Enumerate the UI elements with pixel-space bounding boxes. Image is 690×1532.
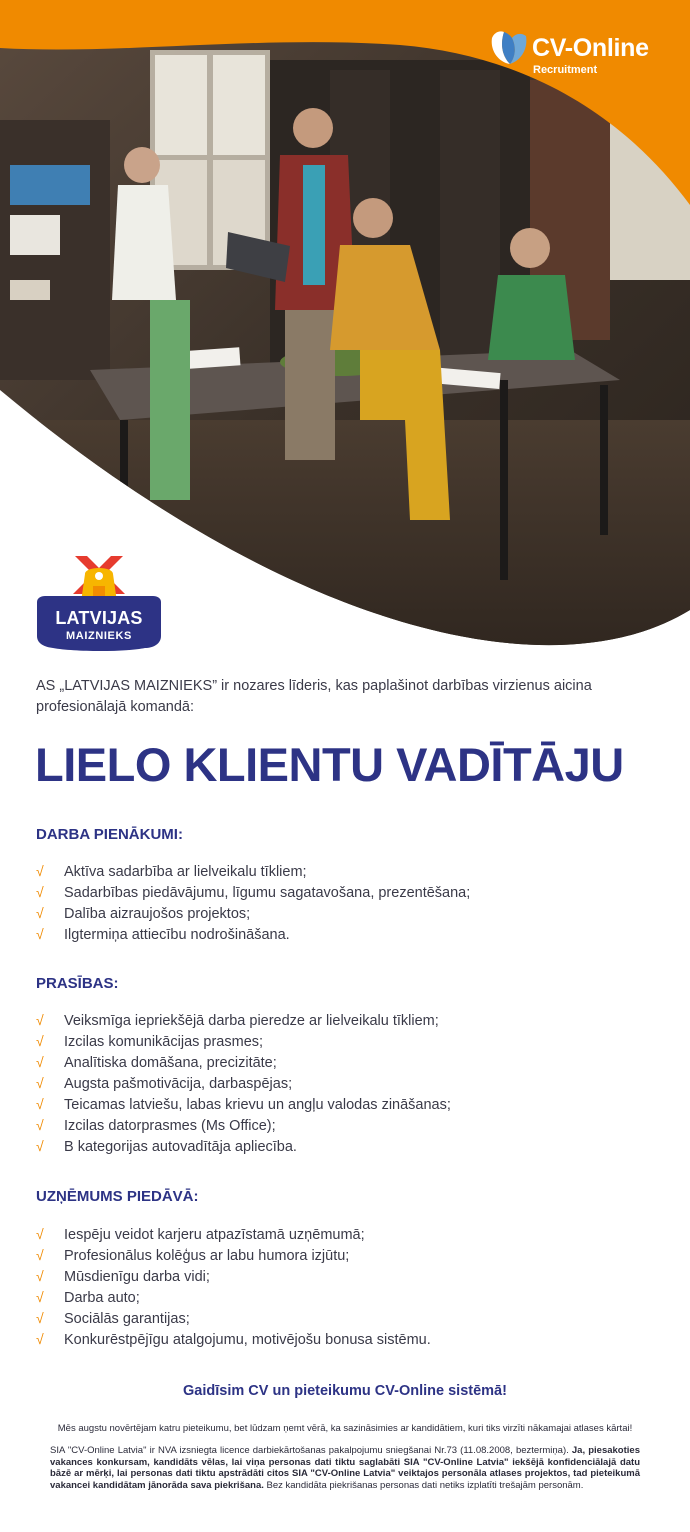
check-icon: √ xyxy=(36,1226,44,1242)
check-icon: √ xyxy=(36,905,44,921)
latvijas-maiznieks-logo xyxy=(35,552,165,654)
duties-list xyxy=(36,862,636,946)
check-icon: √ xyxy=(36,1117,44,1133)
check-icon: √ xyxy=(36,863,44,879)
list-item: √ Ilgtermiņa attiecību nodrošināšana. xyxy=(36,926,290,943)
list-item: √ Iespēju veidot karjeru atpazīstamā uzņēmumā; xyxy=(36,1226,365,1243)
list-item: √ Augsta pašmotivācija, darbaspējas; xyxy=(36,1075,293,1092)
employer-logo-line1: LATVIJAS xyxy=(55,608,143,628)
cv-online-name: CV-Online xyxy=(532,34,649,62)
apply-call-to-action: Gaidīsim CV un pieteikumu CV-Online sistēmā! xyxy=(183,1383,507,1399)
employer-logo-line2: MAIZNIEKS xyxy=(66,630,132,642)
check-icon: √ xyxy=(36,1247,44,1263)
list-item: √ Mūsdienīgu darba vidi; xyxy=(36,1268,210,1285)
cv-online-logo xyxy=(488,26,668,80)
check-icon: √ xyxy=(36,1054,44,1070)
check-icon: √ xyxy=(36,1138,44,1154)
check-icon: √ xyxy=(36,884,44,900)
check-icon: √ xyxy=(36,1096,44,1112)
check-icon: √ xyxy=(36,1310,44,1326)
intro-text: AS „LATVIJAS MAIZNIEKS” ir nozares līderis, kas paplašinot darbības virzienus aicina profesionālajā komandā: xyxy=(36,678,592,715)
check-icon: √ xyxy=(36,926,44,942)
section-title-duties: DARBA PIENĀKUMI: xyxy=(36,826,183,843)
check-icon: √ xyxy=(36,1075,44,1091)
section-title-requirements: PRASĪBAS: xyxy=(36,975,119,992)
legal-disclaimer: SIA "CV-Online Latvia" ir NVA izsniegta licence darbiekārtošanas pakalpojumu sniegšanai Nr.73 (11.08.2008, beztermiņa). Ja, piesakoties vakances konkursam, kandidāts vēlas, lai viņa personas dati tiktu saglabāti SIA "CV-Online Latvia" iekšējā konfidenciālajā datu bāzē ar mērķi, lai personas dati tiktu apstrādāti citos SIA "CV-Online Latvia" veiktajos personāla atlases projektos, tad pieteikumā vakancei kandidātam jānorāda sava piekrišana. Bez kandidāta piekrišanas personas dati netiks izplatīti trešajām personām. xyxy=(50,1445,640,1491)
check-icon: √ xyxy=(36,1033,44,1049)
cv-online-subline: Recruitment xyxy=(533,64,598,76)
list-item: √ Konkurēstpējīgu atalgojumu, motivējošu bonusa sistēmu. xyxy=(36,1331,431,1348)
list-item: √ Izcilas komunikācijas prasmes; xyxy=(36,1033,264,1050)
offer-list xyxy=(36,1225,636,1351)
job-title: LIELO KLIENTU VADĪTĀJU xyxy=(35,738,624,791)
list-item: √ Veiksmīga iepriekšējā darba pieredze ar lielveikalu tīkliem; xyxy=(36,1012,439,1029)
check-icon: √ xyxy=(36,1331,44,1347)
list-item: √ Profesionālus kolēģus ar labu humora izjūtu; xyxy=(36,1247,350,1264)
list-item: √ Sadarbības piedāvājumu, līgumu sagatavošana, prezentēšana; xyxy=(36,884,471,901)
list-item: √ Analītiska domāšana, precizitāte; xyxy=(36,1054,277,1071)
list-item: √ B kategorijas autovadītāja apliecība. xyxy=(36,1138,297,1155)
check-icon: √ xyxy=(36,1268,44,1284)
requirements-list xyxy=(36,1011,636,1158)
check-icon: √ xyxy=(36,1012,44,1028)
section-title-offer: UZŅĒMUMS PIEDĀVĀ: xyxy=(36,1188,199,1205)
list-item: √ Izcilas datorprasmes (Ms Office); xyxy=(36,1117,276,1134)
list-item: √ Aktīva sadarbība ar lielveikalu tīkliem; xyxy=(36,863,307,880)
list-item: √ Dalība aizraujošos projektos; xyxy=(36,905,251,922)
list-item: √ Darba auto; xyxy=(36,1289,140,1306)
list-item: √ Sociālās garantijas; xyxy=(36,1310,190,1327)
list-item: √ Teicamas latviešu, labas krievu un angļu valodas zināšanas; xyxy=(36,1096,451,1113)
cv-online-mark-icon xyxy=(488,26,530,66)
check-icon: √ xyxy=(36,1289,44,1305)
selection-note: Mēs augstu novērtējam katru pieteikumu, bet lūdzam ņemt vērā, ka sazināsimies ar kandidātiem, kuri tiks virzīti nākamajai atlases kārtai! xyxy=(57,1423,633,1434)
